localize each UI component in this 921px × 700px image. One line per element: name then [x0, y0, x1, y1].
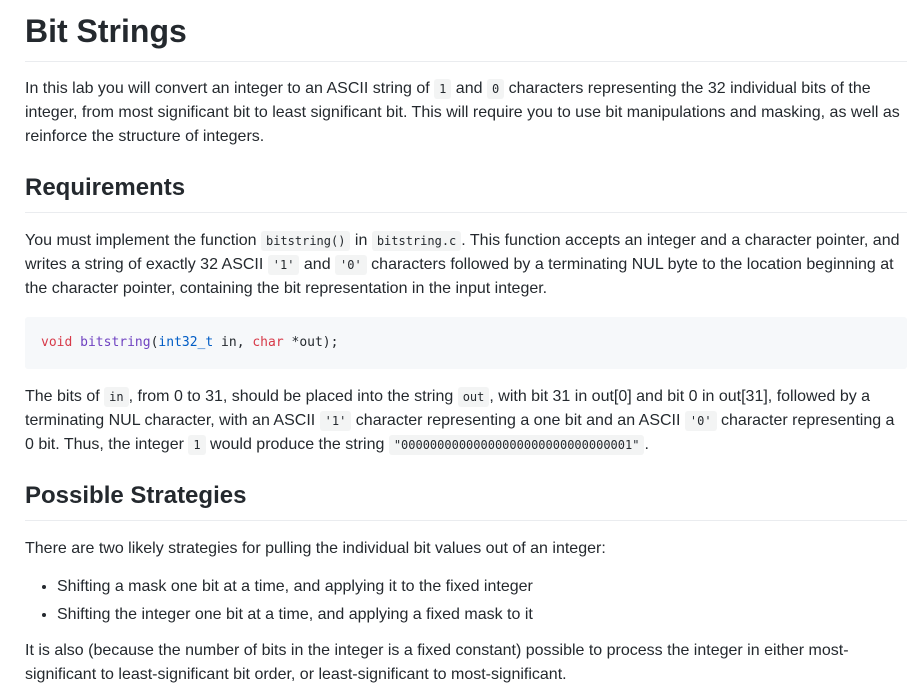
requirements-heading: Requirements	[25, 173, 907, 213]
bits-text-2: , from 0 to 31, should be placed into the string	[128, 388, 458, 405]
requirements-paragraph	[25, 229, 907, 301]
bits-text-7: .	[644, 436, 649, 453]
code-param: *out);	[283, 335, 339, 350]
bits-paragraph	[25, 385, 907, 457]
page-title: Bit Strings	[25, 0, 907, 62]
req-text-4: and	[299, 256, 336, 273]
req-text-2: in	[350, 232, 372, 249]
intro-text-1: In this lab you will convert an integer to an ASCII string of	[25, 80, 435, 97]
inline-code: '0'	[335, 255, 367, 275]
code-type: int32_t	[158, 335, 214, 350]
strategies-final-paragraph: It is also (because the number of bits in the integer is a fixed constant) possible to process the integer in either most-significant to least-significant bit order, or least-significant to most-significant.	[25, 642, 849, 683]
bits-text-1: The bits of	[25, 388, 105, 405]
inline-code: '0'	[685, 411, 717, 431]
list-item: • Shifting a mask one bit at a time, and applying it to the fixed integer	[57, 575, 907, 599]
inline-code: bitstring.c	[372, 231, 461, 251]
intro-paragraph	[25, 77, 907, 149]
strategies-intro: There are two likely strategies for pulling the individual bit values out of an integer:	[25, 540, 606, 557]
req-text-1: You must implement the function	[25, 232, 261, 249]
strategies-heading: Possible Strategies	[25, 481, 907, 521]
strategies-list	[25, 575, 907, 627]
inline-code: '1'	[268, 255, 300, 275]
inline-code: 1	[188, 435, 205, 455]
inline-code: bitstring()	[261, 231, 350, 251]
bits-text-5: character representing a 0 bit. Thus, the integer	[25, 412, 895, 453]
code-keyword: void	[41, 335, 73, 350]
inline-code: '1'	[320, 411, 352, 431]
bits-text-6: would produce the string	[205, 436, 389, 453]
inline-code: 1	[434, 79, 451, 99]
code-param: in,	[213, 335, 253, 350]
list-item: • Shifting the integer one bit at a time, and applying a fixed mask to it	[57, 603, 907, 627]
inline-code: out	[458, 387, 490, 407]
req-text-3: . This function accepts an integer and a character pointer, and writes a string of exactly 32 ASCII	[25, 232, 900, 273]
code-block	[25, 317, 907, 369]
inline-code: 0	[487, 79, 504, 99]
inline-code: "00000000000000000000000000000001"	[389, 435, 645, 455]
code-punct: (	[150, 335, 159, 350]
code-function-name: bitstring	[80, 335, 151, 350]
intro-text-3: characters representing the 32 individual bits of the integer, from most significant bit to least significant bit. This will require you to use bit manipulations and masking, as well as reinforce the structure of integers.	[25, 80, 900, 145]
code-keyword: char	[252, 335, 284, 350]
req-text-5: characters followed by a terminating NUL byte to the location beginning at the character pointer, containing the bit representation in the input integer.	[25, 256, 894, 297]
intro-text-2: and	[451, 80, 487, 97]
bits-text-4: character representing a one bit and an ASCII	[351, 412, 685, 429]
inline-code: in	[104, 387, 128, 407]
bits-text-3: , with bit 31 in out[0] and bit 0 in out[31], followed by a terminating NUL character, with an ASCII	[25, 388, 871, 429]
